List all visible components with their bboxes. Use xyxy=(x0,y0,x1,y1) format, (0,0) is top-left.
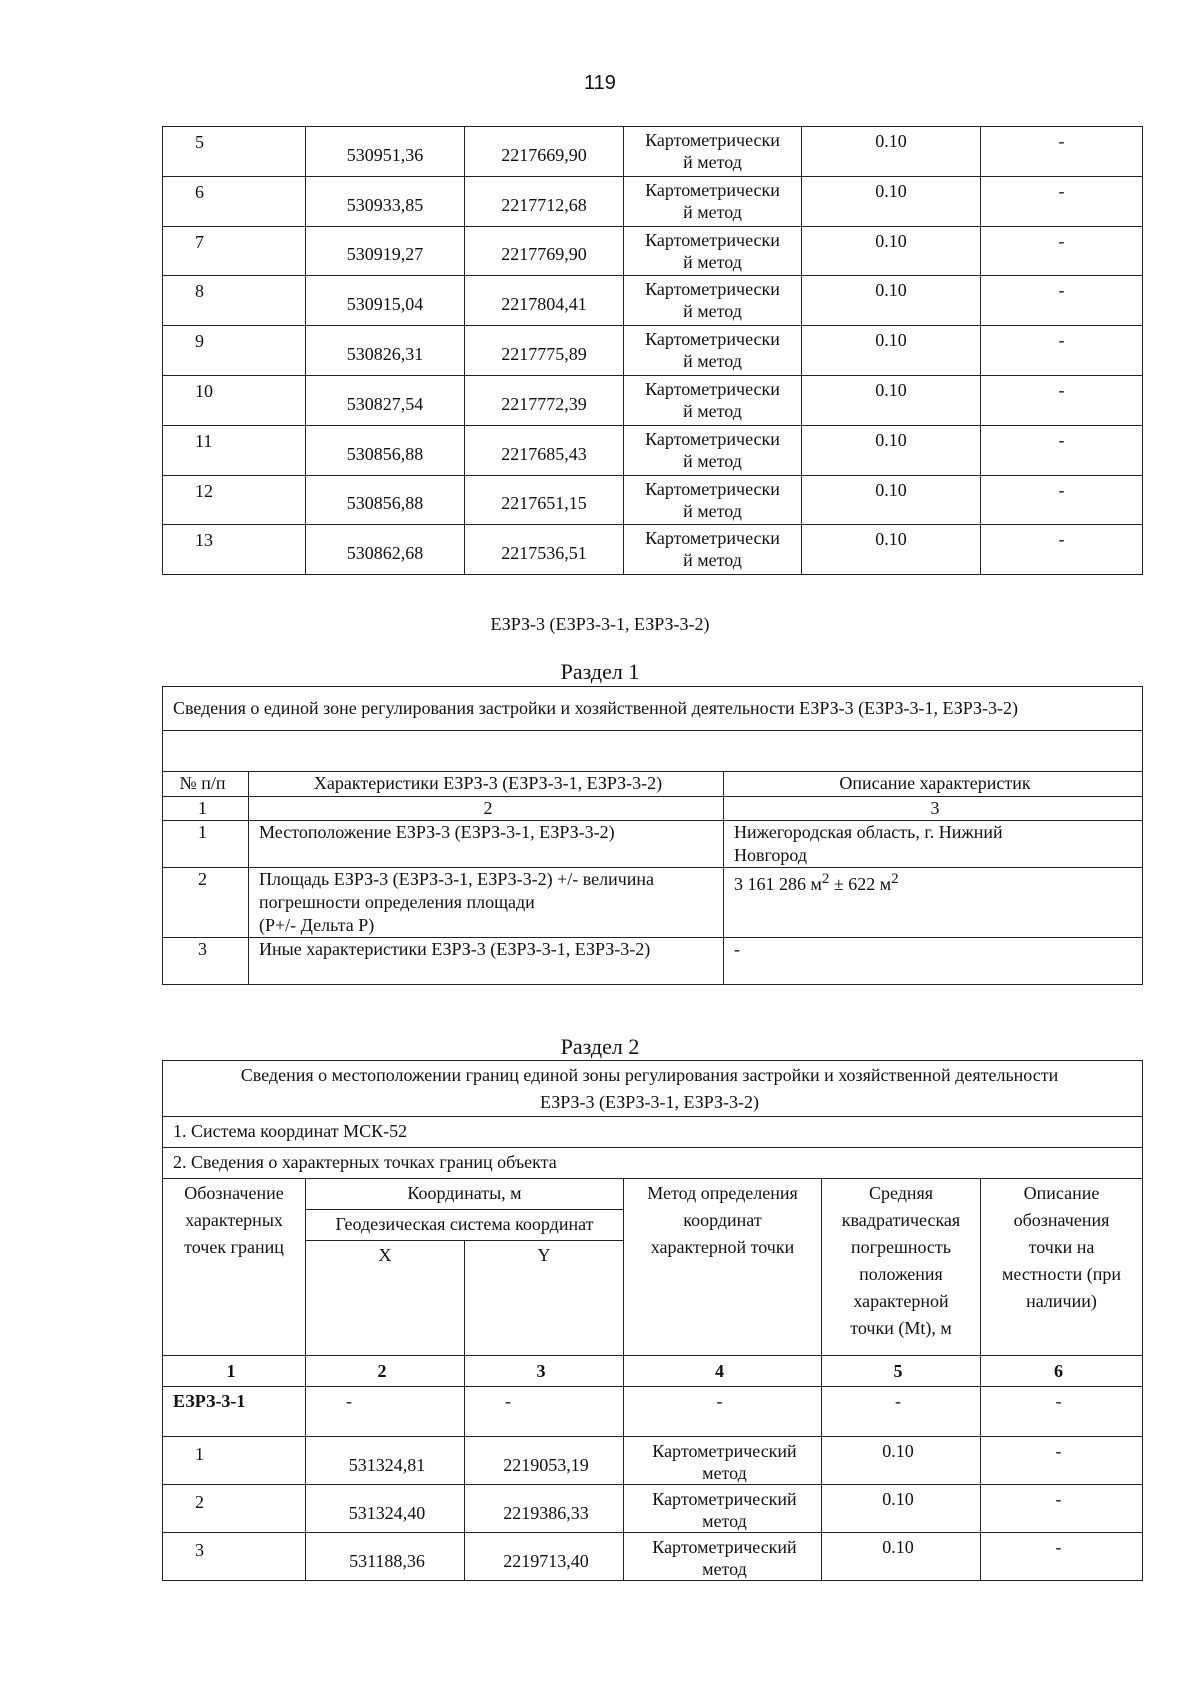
mean-error-text: 0.10 xyxy=(875,230,907,251)
method xyxy=(624,1437,822,1485)
coord-y-text: 2219053,19 xyxy=(503,1455,589,1475)
point-number xyxy=(163,326,306,376)
coord-y-text: 2217804,41 xyxy=(501,294,587,315)
table-row xyxy=(163,938,1143,985)
coord-x-text: 530919,27 xyxy=(346,244,424,265)
subzone-x: - xyxy=(306,1387,465,1437)
point-description xyxy=(981,176,1143,226)
section-2-heading: Раздел 2 xyxy=(560,1034,640,1059)
method-text: Картометрический xyxy=(652,1537,797,1557)
location-line-1: Нижегородская область, г. Нижний xyxy=(734,822,1003,842)
table-row xyxy=(163,425,1143,475)
coord-y xyxy=(465,1533,624,1581)
method-text: й метод xyxy=(683,500,742,521)
h-desc-5: наличии) xyxy=(1026,1291,1097,1311)
header-error xyxy=(822,1179,981,1356)
coord-x-text: 530826,31 xyxy=(346,344,424,365)
coord-x-text: 530862,68 xyxy=(346,543,424,564)
table-row xyxy=(163,326,1143,376)
coord-y xyxy=(465,1437,624,1485)
table-row xyxy=(163,475,1143,525)
section-2-title xyxy=(163,1061,1143,1117)
point-number-text: 12 xyxy=(195,480,213,501)
coord-y xyxy=(465,1485,624,1533)
section-2-title-line-2: ЕЗРЗ-3 (ЕЗРЗ-3-1, ЕЗРЗ-3-2) xyxy=(540,1092,759,1112)
coord-x xyxy=(306,1437,465,1485)
h-desc-1: Описание xyxy=(1023,1183,1100,1203)
header-coordinates: Координаты, м xyxy=(306,1179,624,1210)
h-error-4: положения xyxy=(859,1264,943,1284)
col-number-5: 5 xyxy=(822,1356,981,1387)
coord-x xyxy=(306,226,465,276)
point-description xyxy=(981,276,1143,326)
method xyxy=(624,276,802,326)
point-description-text: - xyxy=(1055,1537,1062,1557)
point-number xyxy=(163,226,306,276)
coordinate-system: 1. Система координат МСК-52 xyxy=(163,1117,1143,1148)
method-text: метод xyxy=(702,1559,747,1579)
points-title: 2. Сведения о характерных точках границ объекта xyxy=(163,1148,1143,1179)
subzone-method: - xyxy=(624,1387,822,1437)
col-number-2: 2 xyxy=(306,1356,465,1387)
point-number-text: 1 xyxy=(195,1444,204,1464)
point-number xyxy=(163,1533,306,1581)
table-row xyxy=(163,821,1143,868)
mean-error xyxy=(802,326,981,376)
subzone-desc: - xyxy=(981,1387,1143,1437)
col-number-6: 6 xyxy=(981,1356,1143,1387)
header-x: X xyxy=(306,1241,465,1356)
h-error-3: погрешность xyxy=(850,1237,951,1257)
table-row xyxy=(163,1437,1143,1485)
coord-y-text: 2217685,43 xyxy=(501,443,587,464)
method-text: Картометрически xyxy=(645,130,780,150)
mean-error-text: 0.10 xyxy=(882,1441,914,1461)
method-text: й метод xyxy=(683,400,742,421)
subzone-y: - xyxy=(465,1387,624,1437)
point-description-text: - xyxy=(1058,479,1065,500)
point-description xyxy=(981,1437,1143,1485)
coord-x-text: 530856,88 xyxy=(346,493,424,514)
method-text: Картометрически xyxy=(645,478,780,499)
coord-x xyxy=(306,475,465,525)
method xyxy=(624,375,802,425)
method-text: й метод xyxy=(683,301,742,322)
method xyxy=(624,475,802,525)
mean-error xyxy=(802,127,981,177)
method xyxy=(624,525,802,575)
coord-x xyxy=(306,176,465,226)
coord-x-text: 530933,85 xyxy=(346,194,424,215)
point-number-text: 10 xyxy=(195,380,213,401)
col-number-3: 3 xyxy=(724,797,1143,821)
coord-y xyxy=(465,475,624,525)
method-text: Картометрический xyxy=(652,1441,797,1461)
coord-y xyxy=(465,326,624,376)
row-number: 2 xyxy=(163,868,249,938)
point-number xyxy=(163,1437,306,1485)
coord-y xyxy=(465,425,624,475)
mean-error xyxy=(802,276,981,326)
point-number xyxy=(163,276,306,326)
point-description-text: - xyxy=(1058,280,1065,301)
empty-row xyxy=(163,731,1143,772)
mean-error xyxy=(802,226,981,276)
h-designation-3: точек границ xyxy=(184,1237,284,1257)
description: - xyxy=(724,938,1143,985)
mean-error xyxy=(802,425,981,475)
h-desc-4: местности (при xyxy=(1002,1264,1122,1284)
table-row xyxy=(163,1533,1143,1581)
point-number-text: 6 xyxy=(195,181,204,202)
area-line-1: Площадь ЕЗРЗ-3 (ЕЗРЗ-3-1, ЕЗРЗ-3-2) +/- величина xyxy=(259,869,655,889)
method xyxy=(624,127,802,177)
mean-error-text: 0.10 xyxy=(875,429,907,450)
method-text: Картометрически xyxy=(645,279,780,300)
subzone-error: - xyxy=(822,1387,981,1437)
col-header-characteristics: Характеристики ЕЗРЗ-3 (ЕЗРЗ-3-1, ЕЗРЗ-3-2) xyxy=(249,772,724,797)
point-description xyxy=(981,326,1143,376)
table-row xyxy=(163,868,1143,938)
mean-error-text: 0.10 xyxy=(875,280,907,301)
method-text: й метод xyxy=(683,152,742,172)
area-unit-sup: 2 xyxy=(821,871,830,887)
mean-error xyxy=(822,1485,981,1533)
method xyxy=(624,326,802,376)
coord-y-text: 2217712,68 xyxy=(501,194,587,215)
error-unit-sup: 2 xyxy=(891,871,899,887)
coord-y-text: 2217775,89 xyxy=(501,344,587,365)
method xyxy=(624,1485,822,1533)
coord-y xyxy=(465,176,624,226)
point-description-text: - xyxy=(1058,379,1065,400)
point-number-text: 8 xyxy=(195,281,204,302)
point-number-text: 11 xyxy=(195,430,213,451)
col-header-number: № п/п xyxy=(163,772,249,797)
point-number xyxy=(163,176,306,226)
subzone-name: ЕЗРЗ-3-1 xyxy=(163,1387,306,1437)
coord-y-text: 2217769,90 xyxy=(501,244,587,265)
section-1-heading: Раздел 1 xyxy=(560,659,640,684)
method-text: й метод xyxy=(683,550,742,571)
table-row xyxy=(163,525,1143,575)
h-designation-2: характерных xyxy=(185,1210,283,1230)
coord-y xyxy=(465,127,624,177)
point-description-text: - xyxy=(1058,529,1065,550)
section-2-table xyxy=(162,1060,1143,1581)
h-method-3: характерной точки xyxy=(650,1237,795,1257)
coord-x xyxy=(306,1485,465,1533)
col-number-1: 1 xyxy=(163,797,249,821)
col-number-4: 4 xyxy=(624,1356,822,1387)
method-text: метод xyxy=(702,1511,747,1531)
coord-y xyxy=(465,525,624,575)
coord-x xyxy=(306,127,465,177)
point-number-text: 7 xyxy=(195,231,204,252)
col-number-3: 3 xyxy=(465,1356,624,1387)
point-description-text: - xyxy=(1055,1489,1062,1509)
coord-y xyxy=(465,276,624,326)
point-description xyxy=(981,525,1143,575)
method-text: й метод xyxy=(683,351,742,372)
table-row xyxy=(163,127,1143,177)
coord-x xyxy=(306,1533,465,1581)
h-desc-3: точки на xyxy=(1028,1237,1095,1257)
mean-error xyxy=(822,1533,981,1581)
coord-x-text: 530856,88 xyxy=(346,443,424,464)
mean-error-text: 0.10 xyxy=(882,1489,914,1509)
point-description xyxy=(981,375,1143,425)
characteristic: Иные характеристики ЕЗРЗ-3 (ЕЗРЗ-3-1, ЕЗРЗ-3-2) xyxy=(249,938,724,985)
header-method xyxy=(624,1179,822,1356)
point-number xyxy=(163,525,306,575)
zone-title: ЕЗРЗ-3 (ЕЗРЗ-3-1, ЕЗРЗ-3-2) xyxy=(490,614,710,634)
area-error: ± 622 м xyxy=(829,874,892,894)
coord-x xyxy=(306,425,465,475)
col-header-description: Описание характеристик xyxy=(724,772,1143,797)
col-number-2: 2 xyxy=(249,797,724,821)
area-line-2: погрешности определения площади xyxy=(259,892,535,912)
method-text: Картометрически xyxy=(645,229,780,250)
mean-error-text: 0.10 xyxy=(875,479,907,500)
method-text: Картометрически xyxy=(645,428,780,449)
point-description xyxy=(981,425,1143,475)
method xyxy=(624,176,802,226)
section-1-title: Сведения о единой зоне регулирования застройки и хозяйственной деятельности ЕЗРЗ-3 (ЕЗРЗ-3-1, ЕЗРЗ-3-2) xyxy=(163,687,1143,731)
point-number-text: 5 xyxy=(195,132,204,152)
h-error-2: квадратическая xyxy=(841,1210,961,1230)
method-text: Картометрический xyxy=(652,1489,797,1509)
point-description-text: - xyxy=(1058,429,1065,450)
mean-error xyxy=(802,525,981,575)
h-designation-1: Обозначение xyxy=(184,1183,284,1203)
point-number xyxy=(163,127,306,177)
method-text: й метод xyxy=(683,251,742,272)
coord-x xyxy=(306,375,465,425)
table-row xyxy=(163,276,1143,326)
method-text: й метод xyxy=(683,201,742,222)
section-1-table xyxy=(162,686,1143,985)
row-number: 1 xyxy=(163,821,249,868)
point-description-text: - xyxy=(1055,1441,1062,1461)
point-description-text: - xyxy=(1058,230,1065,251)
method-text: Картометрически xyxy=(645,528,780,549)
coord-y-text: 2219713,40 xyxy=(503,1551,589,1571)
mean-error-text: 0.10 xyxy=(875,180,907,201)
coord-x xyxy=(306,525,465,575)
method-text: й метод xyxy=(683,450,742,471)
point-number xyxy=(163,1485,306,1533)
mean-error-text: 0.10 xyxy=(882,1537,914,1557)
area-value: 3 161 286 м xyxy=(734,874,822,894)
coord-y-text: 2217651,15 xyxy=(501,493,587,514)
table-row xyxy=(163,226,1143,276)
coord-y xyxy=(465,375,624,425)
location-line-2: Новгород xyxy=(734,845,808,865)
table-row xyxy=(163,1485,1143,1533)
header-y: Y xyxy=(465,1241,624,1356)
description xyxy=(724,868,1143,938)
h-error-6: точки (Mt), м xyxy=(850,1318,952,1338)
method-text: Картометрически xyxy=(645,179,780,200)
h-method-1: Метод определения xyxy=(647,1183,798,1203)
method-text: метод xyxy=(702,1463,747,1483)
h-method-2: координат xyxy=(683,1210,762,1230)
coord-y-text: 2217536,51 xyxy=(501,543,587,564)
point-number xyxy=(163,425,306,475)
table-row xyxy=(163,375,1143,425)
coord-x-text: 531324,81 xyxy=(348,1455,426,1475)
col-number-1: 1 xyxy=(163,1356,306,1387)
method xyxy=(624,425,802,475)
method xyxy=(624,1533,822,1581)
coord-y xyxy=(465,226,624,276)
mean-error-text: 0.10 xyxy=(875,330,907,351)
point-number-text: 2 xyxy=(195,1492,204,1512)
point-number-text: 9 xyxy=(195,331,204,352)
method-text: Картометрически xyxy=(645,329,780,350)
coord-y-text: 2219386,33 xyxy=(503,1503,589,1523)
point-number xyxy=(163,375,306,425)
point-description xyxy=(981,475,1143,525)
page-number: 119 xyxy=(584,72,616,94)
description xyxy=(724,821,1143,868)
h-error-5: характерной xyxy=(853,1291,949,1311)
point-description xyxy=(981,1533,1143,1581)
h-error-1: Средняя xyxy=(868,1183,934,1203)
coord-x-text: 531324,40 xyxy=(348,1503,426,1523)
point-description xyxy=(981,226,1143,276)
point-description-text: - xyxy=(1058,330,1065,351)
characteristic: Местоположение ЕЗРЗ-3 (ЕЗРЗ-3-1, ЕЗРЗ-3-2) xyxy=(249,821,724,868)
point-description-text: - xyxy=(1058,131,1065,151)
header-description xyxy=(981,1179,1143,1356)
table-row xyxy=(163,176,1143,226)
area-line-3: (P+/- Дельта P) xyxy=(259,915,375,935)
row-number: 3 xyxy=(163,938,249,985)
mean-error xyxy=(822,1437,981,1485)
coord-x-text: 530827,54 xyxy=(346,393,424,414)
points-table-continued xyxy=(162,126,1143,575)
point-description xyxy=(981,1485,1143,1533)
mean-error-text: 0.10 xyxy=(875,131,907,151)
mean-error xyxy=(802,475,981,525)
mean-error-text: 0.10 xyxy=(875,529,907,550)
point-number-text: 3 xyxy=(195,1540,204,1560)
mean-error xyxy=(802,375,981,425)
h-desc-2: обозначения xyxy=(1013,1210,1110,1230)
header-designation xyxy=(163,1179,306,1356)
coord-x xyxy=(306,326,465,376)
point-number xyxy=(163,475,306,525)
method xyxy=(624,226,802,276)
point-description-text: - xyxy=(1058,180,1065,201)
coord-x-text: 531188,36 xyxy=(349,1551,425,1571)
point-number-text: 13 xyxy=(195,530,213,551)
coord-y-text: 2217772,39 xyxy=(501,393,587,414)
header-geodetic-system: Геодезическая система координат xyxy=(306,1210,624,1241)
coord-x-text: 530951,36 xyxy=(346,144,424,165)
coord-y-text: 2217669,90 xyxy=(501,144,587,165)
characteristic xyxy=(249,868,724,938)
coord-x xyxy=(306,276,465,326)
mean-error xyxy=(802,176,981,226)
method-text: Картометрически xyxy=(645,378,780,399)
point-description xyxy=(981,127,1143,177)
mean-error-text: 0.10 xyxy=(875,379,907,400)
section-2-title-line-1: Сведения о местоположении границ единой зоны регулирования застройки и хозяйственной деятельности xyxy=(240,1065,1059,1085)
coord-x-text: 530915,04 xyxy=(346,294,424,315)
subzone-row xyxy=(163,1387,1143,1437)
